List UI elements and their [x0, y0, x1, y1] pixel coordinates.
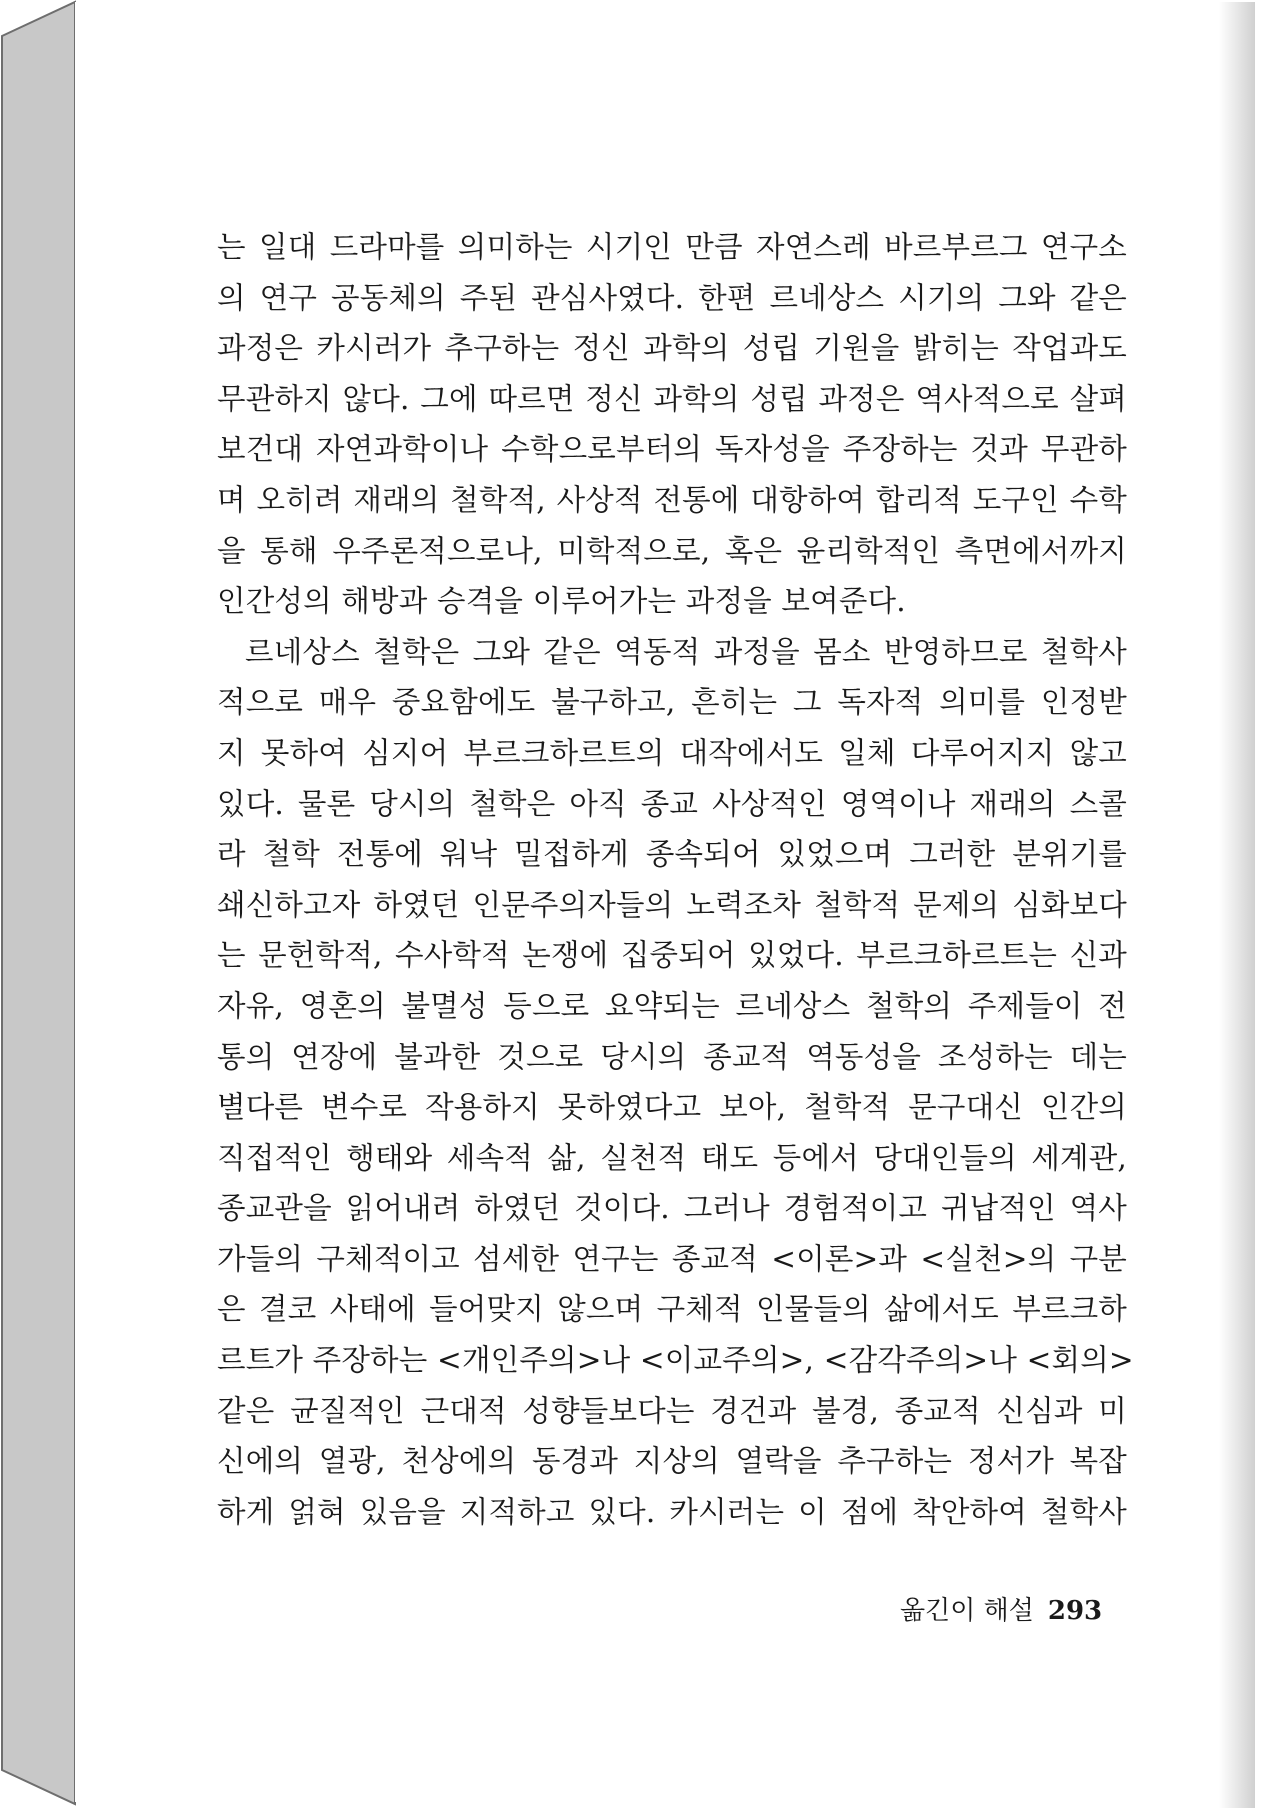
page-footer	[900, 1590, 1103, 1627]
text-line: 무관하지 않다. 그에 따르면 정신 과학의 성립 과정은 역사적으로 살펴	[217, 381, 1127, 416]
text-line: 종교관을 읽어내려 하였던 것이다. 그러나 경험적이고 귀납적인 역사	[217, 1191, 1127, 1226]
text-line: 을 통해 우주론적으로나, 미학적으로, 혹은 윤리학적인 측면에서까지	[217, 533, 1127, 568]
text-line: 라 철학 전통에 워낙 밀접하게 종속되어 있었으며 그러한 분위기를	[217, 837, 1127, 872]
text-line: 지 못하여 심지어 부르크하르트의 대작에서도 일체 다루어지지 않고	[217, 735, 1127, 770]
paragraph-start-line: 르네상스 철학은 그와 같은 역동적 과정을 몸소 반영하므로 철학사	[245, 634, 1127, 669]
footer-section-title: 옮긴이 해설	[900, 1596, 1034, 1626]
text-line: 쇄신하고자 하였던 인문주의자들의 노력조차 철학적 문제의 심화보다	[217, 887, 1127, 922]
text-line: 인간성의 해방과 승격을 이루어가는 과정을 보여준다.	[217, 584, 906, 619]
text-line: 의 연구 공동체의 주된 관심사였다. 한편 르네상스 시기의 그와 같은	[217, 280, 1127, 315]
text-line: 통의 연장에 불과한 것으로 당시의 종교적 역동성을 조성하는 데는	[217, 1039, 1127, 1074]
text-line: 하게 얽혀 있음을 지적하고 있다. 카시러는 이 점에 착안하여 철학사	[217, 1494, 1127, 1529]
text-line: 직접적인 행태와 세속적 삶, 실천적 태도 등에서 당대인들의 세계관,	[217, 1140, 1127, 1175]
text-line: 은 결코 사태에 들어맞지 않으며 구체적 인물들의 삶에서도 부르크하	[217, 1292, 1127, 1327]
page-number: 293	[1047, 1596, 1103, 1626]
text-line: 보건대 자연과학이나 수학으로부터의 독자성을 주장하는 것과 무관하	[217, 432, 1127, 467]
text-line: 는 문헌학적, 수사학적 논쟁에 집중되어 있었다. 부르크하르트는 신과	[217, 938, 1127, 973]
text-line: 같은 균질적인 근대적 성향들보다는 경건과 불경, 종교적 신심과 미	[217, 1393, 1127, 1428]
body-text	[217, 222, 1134, 1537]
spine-face	[2, 2, 75, 1804]
text-line: 있다. 물론 당시의 철학은 아직 종교 사상적인 영역이나 재래의 스콜	[217, 786, 1127, 821]
text-line: 르트가 주장하는 <개인주의>나 <이교주의>, <감각주의>나 <회의>	[217, 1343, 1134, 1378]
page-edge-shadow	[1219, 2, 1255, 1808]
text-line: 는 일대 드라마를 의미하는 시기인 만큼 자연스레 바르부르그 연구소	[217, 230, 1127, 264]
text-line: 적으로 매우 중요함에도 불구하고, 흔히는 그 독자적 의미를 인정받	[217, 685, 1127, 720]
text-line: 신에의 열광, 천상에의 동경과 지상의 열락을 추구하는 정서가 복잡	[217, 1444, 1127, 1479]
text-line: 며 오히려 재래의 철학적, 사상적 전통에 대항하여 합리적 도구인 수학	[217, 482, 1127, 517]
book-spine	[0, 0, 80, 1806]
text-line: 가들의 구체적이고 섬세한 연구는 종교적 <이론>과 <실천>의 구분	[217, 1241, 1127, 1276]
text-line: 별다른 변수로 작용하지 못하였다고 보아, 철학적 문구대신 인간의	[217, 1090, 1127, 1125]
text-line: 자유, 영혼의 불멸성 등으로 요약되는 르네상스 철학의 주제들이 전	[217, 988, 1127, 1023]
text-line: 과정은 카시러가 추구하는 정신 과학의 성립 기원을 밝히는 작업과도	[217, 331, 1127, 366]
